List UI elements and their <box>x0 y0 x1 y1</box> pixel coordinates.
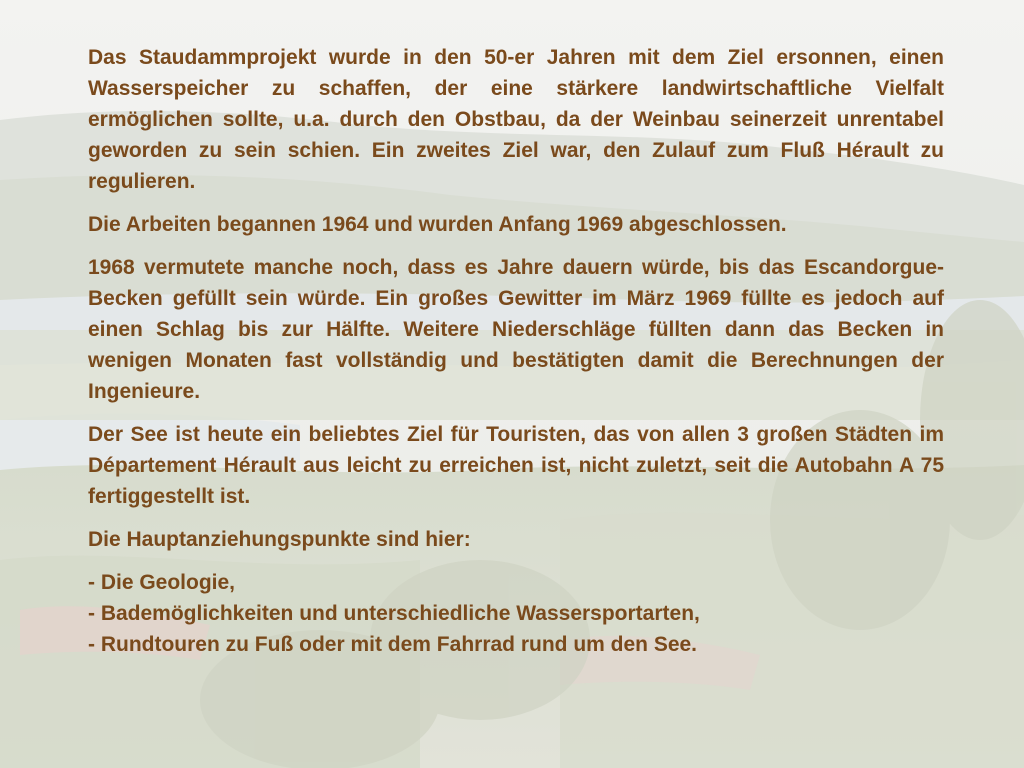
paragraph-tourism: Der See ist heute ein beliebtes Ziel für Touristen, das von allen 3 großen Städten im Département Hérault aus leicht zu erreichen ist, nicht zuletzt, seit die Autobahn A 75 fertiggestellt ist. <box>88 423 944 508</box>
list-item: - Rundtouren zu Fuß oder mit dem Fahrrad rund um den See. <box>88 633 698 656</box>
attractions-list <box>88 567 944 660</box>
list-item: - Die Geologie, <box>88 571 236 594</box>
paragraph-attractions-intro: Die Hauptanziehungspunkte sind hier: <box>88 528 471 551</box>
list-item: - Bademöglichkeiten und unterschiedliche Wassersportarten, <box>88 602 700 625</box>
paragraph-filling: 1968 vermutete manche noch, dass es Jahre dauern würde, bis das Escandorgue-Becken gefüllt sein würde. Ein großes Gewitter im März 1969 füllte es jedoch auf einen Schlag bis zur Hälfte. Weitere Niederschläge füllten dann das Becken in wenigen Monaten fast vollständig und bestätigten damit die Berechnungen der Ingenieure. <box>88 256 944 403</box>
slide-text <box>88 42 944 672</box>
paragraph-construction-dates: Die Arbeiten begannen 1964 und wurden Anfang 1969 abgeschlossen. <box>88 213 787 236</box>
paragraph-dam-project: Das Staudammprojekt wurde in den 50-er Jahren mit dem Ziel ersonnen, einen Wasserspeicher zu schaffen, der eine stärkere landwirtschaftliche Vielfalt ermöglichen sollte, u.a. durch den Obstbau, da der Weinbau seinerzeit unrentabel geworden zu sein schien. Ein zweites Ziel war, den Zulauf zum Fluß Hérault zu regulieren. <box>88 46 944 193</box>
